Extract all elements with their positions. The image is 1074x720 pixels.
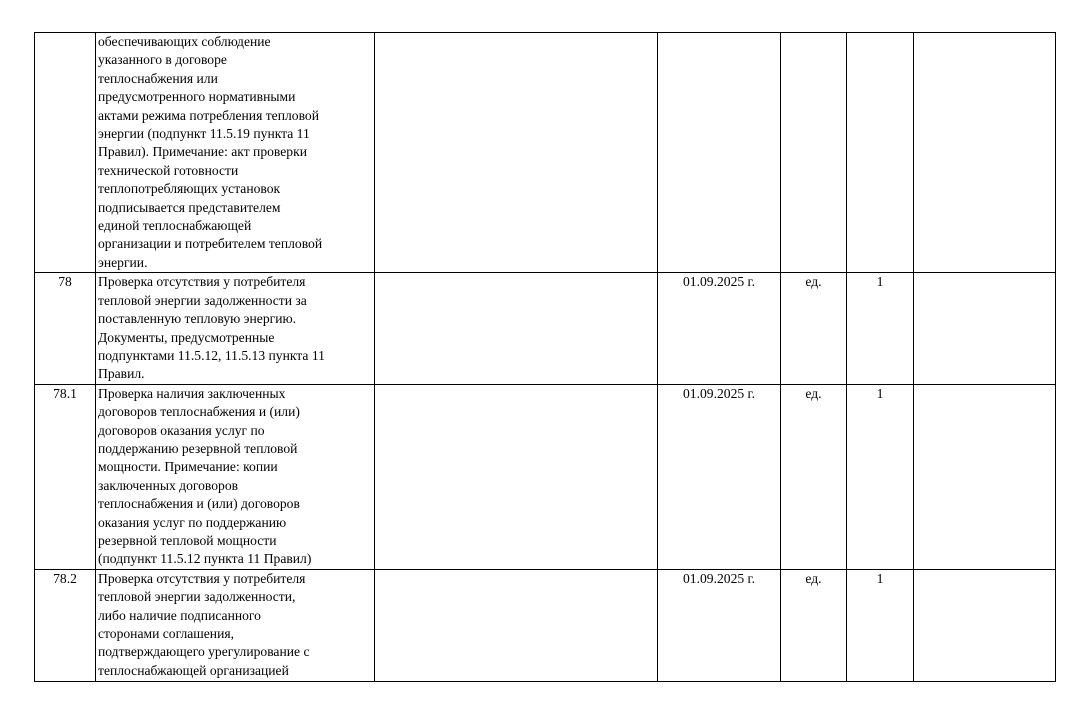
row-description-text: Проверка отсутствия у потребителя тепловой энергии задолженности, либо наличие подписанного сторонами соглашения, подтверждающего урегулирование с теплоснабжающей организацией <box>98 570 310 678</box>
row-note-cell <box>375 569 658 681</box>
row-quantity-cell <box>847 33 914 273</box>
row-unit-cell: ед. <box>781 569 847 681</box>
row-extra-cell <box>914 273 1056 384</box>
row-number-cell: 78.1 <box>35 384 96 569</box>
row-description-text: Проверка отсутствия у потребителя тепловой энергии задолженности за поставленную тепловую энергию. Документы, предусмотренные подпунктами 11.5.12, 11.5.13 пункта 11 Правил. <box>98 274 325 382</box>
table-row <box>35 273 1056 384</box>
row-description-text: Проверка наличия заключенных договоров теплоснабжения и (или) договоров оказания услуг по поддержанию резервной тепловой мощности. Примечание: копии заключенных договоров теплоснабжения и (или) договоров оказания услуг по поддержанию резервной тепловой мощности (подпункт 11.5.12 пункта 11 Правил) <box>98 385 312 567</box>
table-row <box>35 384 1056 569</box>
row-unit-cell <box>781 33 847 273</box>
row-note-cell <box>375 384 658 569</box>
row-note-cell <box>375 33 658 273</box>
row-date-cell: 01.09.2025 г. <box>658 384 781 569</box>
row-description-text: обеспечивающих соблюдение указанного в договоре теплоснабжения или предусмотренного нормативными актами режима потребления тепловой энергии (подпункт 11.5.19 пункта 11 Правил). Примечание: акт проверки технической готовности теплопотребляющих установок подписывается представителем единой теплоснабжающей организации и потребителем тепловой энергии. <box>98 34 323 270</box>
row-unit-cell: ед. <box>781 384 847 569</box>
table-row <box>35 33 1056 273</box>
row-description-cell <box>96 384 375 569</box>
row-quantity-cell: 1 <box>847 569 914 681</box>
row-unit-cell: ед. <box>781 273 847 384</box>
row-quantity-cell: 1 <box>847 384 914 569</box>
row-date-cell: 01.09.2025 г. <box>658 569 781 681</box>
row-extra-cell <box>914 384 1056 569</box>
row-description-cell <box>96 569 375 681</box>
row-extra-cell <box>914 33 1056 273</box>
row-number-cell <box>35 33 96 273</box>
row-date-cell <box>658 33 781 273</box>
row-description-cell <box>96 33 375 273</box>
row-description-cell <box>96 273 375 384</box>
row-number-cell: 78 <box>35 273 96 384</box>
document-table <box>34 32 1056 682</box>
row-extra-cell <box>914 569 1056 681</box>
row-quantity-cell: 1 <box>847 273 914 384</box>
row-number-cell: 78.2 <box>35 569 96 681</box>
row-date-cell: 01.09.2025 г. <box>658 273 781 384</box>
row-note-cell <box>375 273 658 384</box>
table-row <box>35 569 1056 681</box>
